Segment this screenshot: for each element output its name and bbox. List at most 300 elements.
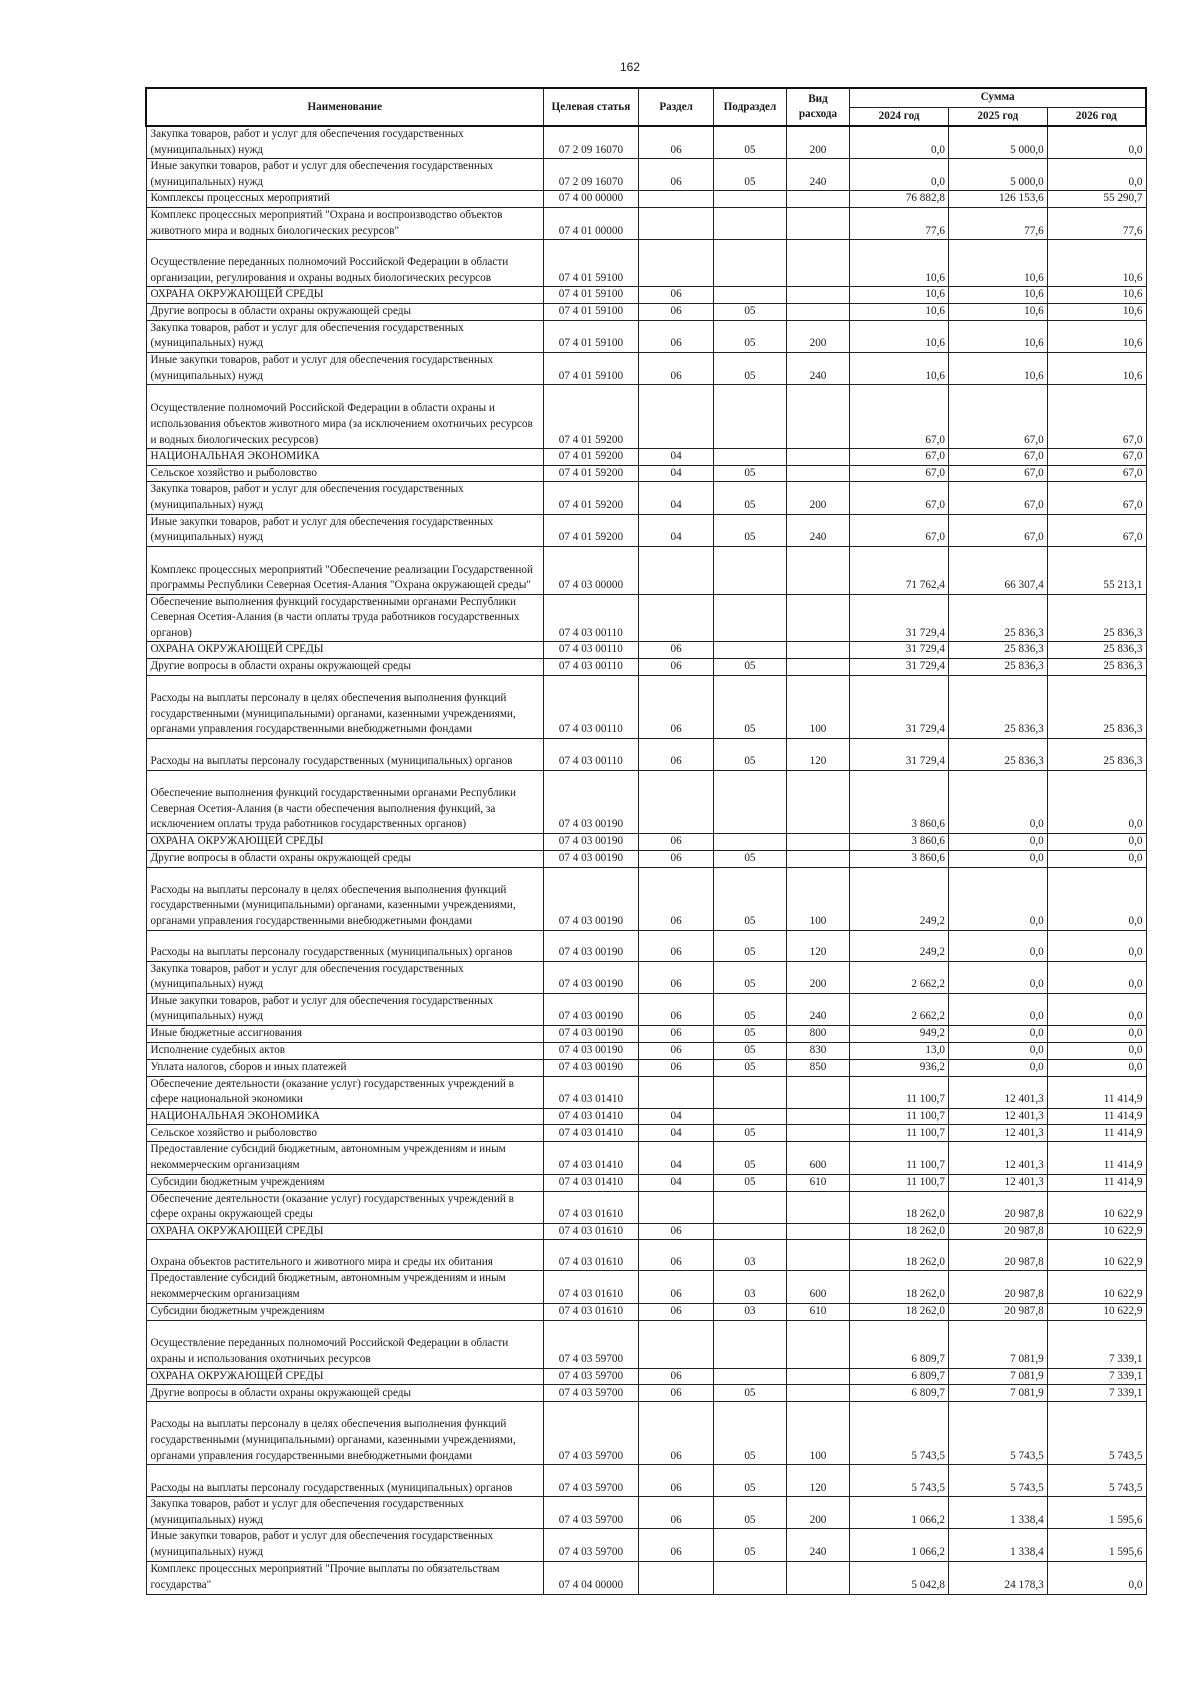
cell-2024: 18 262,0 <box>850 1191 949 1223</box>
cell-2025: 7 081,9 <box>948 1368 1047 1385</box>
cell-subsection: 05 <box>714 739 787 771</box>
cell-target: 07 4 01 59100 <box>543 352 639 384</box>
cell-subsection <box>714 1320 787 1368</box>
cell-2025: 25 836,3 <box>948 739 1047 771</box>
cell-subsection: 05 <box>714 850 787 867</box>
cell-target: 07 4 03 59700 <box>543 1368 639 1385</box>
cell-2025: 20 987,8 <box>948 1240 1047 1271</box>
cell-target: 07 4 01 00000 <box>543 207 639 239</box>
table-row <box>146 1402 1146 1465</box>
cell-2025: 7 081,9 <box>948 1385 1047 1402</box>
cell-2025: 126 153,6 <box>948 191 1047 208</box>
cell-2024: 11 100,7 <box>850 1125 949 1142</box>
cell-expense-type: 600 <box>786 1271 849 1303</box>
cell-target: 07 4 03 00190 <box>543 771 639 834</box>
cell-target: 07 4 03 00110 <box>543 594 639 642</box>
cell-expense-type <box>786 1223 849 1240</box>
table-row <box>146 546 1146 594</box>
table-row <box>146 1271 1146 1303</box>
cell-section: 04 <box>639 1125 714 1142</box>
cell-subsection <box>714 642 787 659</box>
cell-name: ОХРАНА ОКРУЖАЮЩЕЙ СРЕДЫ <box>146 1368 543 1385</box>
cell-expense-type <box>786 287 849 304</box>
table-row <box>146 1465 1146 1497</box>
cell-section: 06 <box>639 352 714 384</box>
cell-2025: 67,0 <box>948 385 1047 449</box>
cell-2025: 0,0 <box>948 993 1047 1025</box>
cell-subsection: 05 <box>714 1529 787 1561</box>
cell-name: НАЦИОНАЛЬНАЯ ЭКОНОМИКА <box>146 1108 543 1125</box>
cell-2025: 12 401,3 <box>948 1076 1047 1108</box>
table-row <box>146 126 1146 159</box>
cell-expense-type <box>786 465 849 482</box>
cell-name: Комплекс процессных мероприятий "Охрана и воспроизводство объектов животного мира и водных биологических ресурсов" <box>146 207 543 239</box>
cell-2024: 6 809,7 <box>850 1368 949 1385</box>
cell-2026: 0,0 <box>1047 867 1146 930</box>
cell-subsection <box>714 287 787 304</box>
cell-target: 07 4 03 01610 <box>543 1271 639 1303</box>
cell-name: Осуществление переданных полномочий Российской Федерации в области охраны и использования охотничьих ресурсов <box>146 1320 543 1368</box>
cell-2024: 6 809,7 <box>850 1320 949 1368</box>
cell-expense-type <box>786 303 849 320</box>
cell-2025: 10,6 <box>948 352 1047 384</box>
cell-target: 07 4 03 01610 <box>543 1240 639 1271</box>
cell-2026: 0,0 <box>1047 1043 1146 1060</box>
table-row <box>146 465 1146 482</box>
cell-target: 07 4 00 00000 <box>543 191 639 208</box>
table-row <box>146 676 1146 739</box>
cell-subsection: 05 <box>714 514 787 546</box>
cell-2026: 25 836,3 <box>1047 676 1146 739</box>
cell-expense-type: 830 <box>786 1043 849 1060</box>
cell-name: Другие вопросы в области охраны окружающей среды <box>146 1385 543 1402</box>
cell-2024: 67,0 <box>850 514 949 546</box>
cell-2024: 31 729,4 <box>850 739 949 771</box>
col-header-subsection: Подраздел <box>714 88 787 126</box>
cell-target: 07 4 03 01410 <box>543 1174 639 1191</box>
cell-2025: 20 987,8 <box>948 1303 1047 1320</box>
cell-name: Расходы на выплаты персоналу государственных (муниципальных) органов <box>146 1465 543 1497</box>
cell-name: ОХРАНА ОКРУЖАЮЩЕЙ СРЕДЫ <box>146 1223 543 1240</box>
table-row <box>146 1320 1146 1368</box>
cell-section: 06 <box>639 126 714 159</box>
cell-2024: 5 743,5 <box>850 1465 949 1497</box>
cell-section: 06 <box>639 1402 714 1465</box>
col-header-name: Наименование <box>146 88 543 126</box>
cell-section: 06 <box>639 1271 714 1303</box>
cell-2026: 7 339,1 <box>1047 1385 1146 1402</box>
cell-name: Охрана объектов растительного и животного мира и среды их обитания <box>146 1240 543 1271</box>
cell-expense-type: 240 <box>786 514 849 546</box>
cell-name: Иные закупки товаров, работ и услуг для обеспечения государственных (муниципальных) нужд <box>146 1529 543 1561</box>
cell-name: Субсидии бюджетным учреждениям <box>146 1174 543 1191</box>
cell-2024: 67,0 <box>850 449 949 466</box>
cell-2026: 25 836,3 <box>1047 594 1146 642</box>
cell-2025: 25 836,3 <box>948 676 1047 739</box>
cell-2024: 18 262,0 <box>850 1271 949 1303</box>
cell-name: Расходы на выплаты персоналу государственных (муниципальных) органов <box>146 739 543 771</box>
cell-expense-type <box>786 642 849 659</box>
cell-section: 06 <box>639 287 714 304</box>
cell-name: НАЦИОНАЛЬНАЯ ЭКОНОМИКА <box>146 449 543 466</box>
cell-name: Субсидии бюджетным учреждениям <box>146 1303 543 1320</box>
cell-name: Закупка товаров, работ и услуг для обеспечения государственных (муниципальных) нужд <box>146 1497 543 1529</box>
cell-subsection: 05 <box>714 1465 787 1497</box>
cell-name: ОХРАНА ОКРУЖАЮЩЕЙ СРЕДЫ <box>146 287 543 304</box>
table-row <box>146 1529 1146 1561</box>
table-row <box>146 191 1146 208</box>
cell-2025: 0,0 <box>948 867 1047 930</box>
cell-2025: 0,0 <box>948 930 1047 961</box>
cell-subsection: 05 <box>714 352 787 384</box>
table-row <box>146 1385 1146 1402</box>
cell-2024: 67,0 <box>850 482 949 514</box>
cell-name: ОХРАНА ОКРУЖАЮЩЕЙ СРЕДЫ <box>146 642 543 659</box>
table-row <box>146 993 1146 1025</box>
cell-expense-type <box>786 1240 849 1271</box>
cell-subsection: 05 <box>714 659 787 676</box>
cell-expense-type <box>786 771 849 834</box>
table-row <box>146 594 1146 642</box>
cell-subsection <box>714 546 787 594</box>
cell-expense-type <box>786 594 849 642</box>
cell-subsection <box>714 207 787 239</box>
cell-target: 07 4 01 59100 <box>543 240 639 287</box>
cell-subsection: 05 <box>714 126 787 159</box>
cell-2026: 10,6 <box>1047 320 1146 352</box>
cell-expense-type <box>786 207 849 239</box>
cell-2026: 10,6 <box>1047 240 1146 287</box>
cell-2025: 5 000,0 <box>948 126 1047 159</box>
cell-name: Расходы на выплаты персоналу в целях обеспечения выполнения функций государственными (муниципальными) органами, казенными учреждениями, органами управления государственными внебюджетными фондами <box>146 1402 543 1465</box>
table-row <box>146 159 1146 191</box>
cell-2024: 10,6 <box>850 303 949 320</box>
table-row <box>146 961 1146 993</box>
cell-section: 06 <box>639 1060 714 1077</box>
cell-expense-type: 610 <box>786 1174 849 1191</box>
cell-target: 07 4 03 00110 <box>543 739 639 771</box>
cell-2024: 949,2 <box>850 1026 949 1043</box>
cell-name: Иные закупки товаров, работ и услуг для обеспечения государственных (муниципальных) нужд <box>146 352 543 384</box>
cell-2026: 10 622,9 <box>1047 1240 1146 1271</box>
cell-subsection: 05 <box>714 482 787 514</box>
cell-section: 06 <box>639 642 714 659</box>
cell-expense-type <box>786 1385 849 1402</box>
cell-target: 07 4 03 00190 <box>543 1043 639 1060</box>
cell-2024: 13,0 <box>850 1043 949 1060</box>
cell-subsection <box>714 191 787 208</box>
cell-target: 07 4 03 00190 <box>543 850 639 867</box>
cell-subsection <box>714 1108 787 1125</box>
cell-2024: 1 066,2 <box>850 1529 949 1561</box>
cell-2024: 6 809,7 <box>850 1385 949 1402</box>
cell-2026: 10,6 <box>1047 287 1146 304</box>
cell-expense-type: 200 <box>786 482 849 514</box>
cell-2025: 5 000,0 <box>948 159 1047 191</box>
cell-section: 06 <box>639 1303 714 1320</box>
cell-2025: 12 401,3 <box>948 1125 1047 1142</box>
col-header-section: Раздел <box>639 88 714 126</box>
cell-2024: 11 100,7 <box>850 1076 949 1108</box>
cell-2026: 0,0 <box>1047 1060 1146 1077</box>
cell-target: 07 4 04 00000 <box>543 1561 639 1594</box>
cell-target: 07 4 03 01410 <box>543 1125 639 1142</box>
cell-name: Иные закупки товаров, работ и услуг для обеспечения государственных (муниципальных) нужд <box>146 514 543 546</box>
cell-section: 06 <box>639 1529 714 1561</box>
cell-section: 04 <box>639 1142 714 1174</box>
cell-target: 07 4 03 01610 <box>543 1191 639 1223</box>
cell-subsection: 05 <box>714 1043 787 1060</box>
cell-2025: 25 836,3 <box>948 659 1047 676</box>
cell-2024: 31 729,4 <box>850 594 949 642</box>
cell-subsection: 05 <box>714 993 787 1025</box>
cell-target: 07 4 03 00190 <box>543 1026 639 1043</box>
table-row <box>146 771 1146 834</box>
cell-target: 07 4 03 00190 <box>543 834 639 851</box>
cell-2024: 67,0 <box>850 465 949 482</box>
cell-subsection <box>714 1368 787 1385</box>
cell-expense-type: 100 <box>786 867 849 930</box>
cell-2026: 10,6 <box>1047 352 1146 384</box>
cell-expense-type: 800 <box>786 1026 849 1043</box>
cell-expense-type <box>786 659 849 676</box>
cell-target: 07 4 03 00190 <box>543 1060 639 1077</box>
cell-subsection <box>714 385 787 449</box>
cell-2025: 12 401,3 <box>948 1174 1047 1191</box>
cell-2025: 10,6 <box>948 240 1047 287</box>
cell-name: Иные бюджетные ассигнования <box>146 1026 543 1043</box>
cell-2025: 66 307,4 <box>948 546 1047 594</box>
col-header-2024: 2024 год <box>850 107 949 126</box>
cell-expense-type <box>786 191 849 208</box>
cell-section: 06 <box>639 1026 714 1043</box>
cell-2025: 67,0 <box>948 465 1047 482</box>
table-row <box>146 834 1146 851</box>
cell-2025: 1 338,4 <box>948 1497 1047 1529</box>
cell-subsection <box>714 1223 787 1240</box>
cell-section: 06 <box>639 993 714 1025</box>
cell-name: Осуществление полномочий Российской Федерации в области охраны и использования объектов животного мира (за исключением охотничьих ресурсов и водных биологических ресурсов) <box>146 385 543 449</box>
cell-2026: 1 595,6 <box>1047 1497 1146 1529</box>
cell-2026: 7 339,1 <box>1047 1320 1146 1368</box>
cell-2025: 5 743,5 <box>948 1465 1047 1497</box>
table-row <box>146 930 1146 961</box>
cell-2024: 2 662,2 <box>850 993 949 1025</box>
cell-expense-type: 200 <box>786 320 849 352</box>
cell-2024: 67,0 <box>850 385 949 449</box>
cell-section: 06 <box>639 159 714 191</box>
table-row <box>146 1108 1146 1125</box>
cell-target: 07 4 03 00000 <box>543 546 639 594</box>
cell-section: 06 <box>639 1043 714 1060</box>
cell-2026: 67,0 <box>1047 514 1146 546</box>
cell-name: Осуществление переданных полномочий Российской Федерации в области организации, регулирования и охраны водных биологических ресурсов <box>146 240 543 287</box>
cell-name: Иные закупки товаров, работ и услуг для обеспечения государственных (муниципальных) нужд <box>146 159 543 191</box>
cell-target: 07 4 03 59700 <box>543 1529 639 1561</box>
cell-section <box>639 207 714 239</box>
cell-name: Обеспечение выполнения функций государственными органами Республики Северная Осетия-Алания (в части оплаты труда работников государственных органов) <box>146 594 543 642</box>
cell-expense-type: 240 <box>786 352 849 384</box>
cell-section: 06 <box>639 1385 714 1402</box>
cell-2024: 249,2 <box>850 930 949 961</box>
cell-2024: 5 743,5 <box>850 1402 949 1465</box>
cell-expense-type <box>786 1561 849 1594</box>
cell-target: 07 4 03 01410 <box>543 1076 639 1108</box>
cell-2026: 55 213,1 <box>1047 546 1146 594</box>
cell-expense-type <box>786 385 849 449</box>
cell-2025: 0,0 <box>948 1060 1047 1077</box>
cell-2026: 25 836,3 <box>1047 642 1146 659</box>
cell-2024: 249,2 <box>850 867 949 930</box>
page-number: 162 <box>619 60 641 74</box>
cell-target: 07 4 01 59100 <box>543 287 639 304</box>
cell-2025: 0,0 <box>948 1026 1047 1043</box>
cell-subsection: 05 <box>714 1497 787 1529</box>
cell-target: 07 4 03 59700 <box>543 1402 639 1465</box>
cell-target: 07 4 03 00190 <box>543 993 639 1025</box>
cell-target: 07 4 03 01610 <box>543 1223 639 1240</box>
table-row <box>146 482 1146 514</box>
cell-2026: 67,0 <box>1047 385 1146 449</box>
table-row <box>146 385 1146 449</box>
cell-section: 06 <box>639 303 714 320</box>
cell-2026: 10 622,9 <box>1047 1271 1146 1303</box>
cell-2026: 10 622,9 <box>1047 1223 1146 1240</box>
cell-section: 06 <box>639 961 714 993</box>
table-row <box>146 352 1146 384</box>
cell-name: Расходы на выплаты персоналу государственных (муниципальных) органов <box>146 930 543 961</box>
cell-2024: 10,6 <box>850 240 949 287</box>
cell-expense-type <box>786 240 849 287</box>
cell-expense-type: 240 <box>786 159 849 191</box>
cell-target: 07 4 03 59700 <box>543 1385 639 1402</box>
cell-section: 04 <box>639 1174 714 1191</box>
cell-2024: 10,6 <box>850 320 949 352</box>
cell-2025: 25 836,3 <box>948 594 1047 642</box>
cell-expense-type: 200 <box>786 961 849 993</box>
cell-2024: 18 262,0 <box>850 1223 949 1240</box>
cell-2025: 0,0 <box>948 961 1047 993</box>
cell-2024: 2 662,2 <box>850 961 949 993</box>
cell-2026: 25 836,3 <box>1047 659 1146 676</box>
cell-section: 06 <box>639 1465 714 1497</box>
cell-expense-type: 200 <box>786 126 849 159</box>
cell-target: 07 4 03 00190 <box>543 961 639 993</box>
cell-target: 07 2 09 16070 <box>543 159 639 191</box>
cell-2026: 0,0 <box>1047 126 1146 159</box>
cell-2024: 77,6 <box>850 207 949 239</box>
cell-2025: 25 836,3 <box>948 642 1047 659</box>
cell-target: 07 4 01 59100 <box>543 303 639 320</box>
cell-expense-type <box>786 449 849 466</box>
cell-name: Уплата налогов, сборов и иных платежей <box>146 1060 543 1077</box>
cell-subsection: 05 <box>714 867 787 930</box>
table-row <box>146 514 1146 546</box>
cell-subsection: 05 <box>714 320 787 352</box>
cell-2026: 0,0 <box>1047 1026 1146 1043</box>
cell-2025: 10,6 <box>948 320 1047 352</box>
cell-2025: 20 987,8 <box>948 1223 1047 1240</box>
cell-section <box>639 240 714 287</box>
cell-2026: 55 290,7 <box>1047 191 1146 208</box>
table-row <box>146 659 1146 676</box>
cell-2026: 0,0 <box>1047 159 1146 191</box>
cell-name: Комплекс процессных мероприятий "Прочие выплаты по обязательствам государства" <box>146 1561 543 1594</box>
cell-section: 06 <box>639 320 714 352</box>
cell-section: 06 <box>639 1368 714 1385</box>
table-row <box>146 1125 1146 1142</box>
table-row <box>146 867 1146 930</box>
cell-2026: 5 743,5 <box>1047 1402 1146 1465</box>
cell-2024: 10,6 <box>850 287 949 304</box>
cell-name: Обеспечение выполнения функций государственными органами Республики Северная Осетия-Алания (в части обеспечения выполнения функций, за исключением оплаты труда работников государственных органов) <box>146 771 543 834</box>
cell-section: 06 <box>639 1497 714 1529</box>
cell-name: Другие вопросы в области охраны окружающей среды <box>146 659 543 676</box>
cell-expense-type: 200 <box>786 1497 849 1529</box>
cell-section <box>639 1561 714 1594</box>
table-header <box>146 88 1146 126</box>
cell-name: Расходы на выплаты персоналу в целях обеспечения выполнения функций государственными (муниципальными) органами, казенными учреждениями, органами управления государственными внебюджетными фондами <box>146 867 543 930</box>
table-row <box>146 1240 1146 1271</box>
cell-2026: 0,0 <box>1047 771 1146 834</box>
cell-target: 07 4 03 00110 <box>543 659 639 676</box>
cell-target: 07 4 03 59700 <box>543 1320 639 1368</box>
cell-section: 06 <box>639 1240 714 1271</box>
cell-2026: 67,0 <box>1047 482 1146 514</box>
cell-section: 06 <box>639 850 714 867</box>
cell-section: 06 <box>639 659 714 676</box>
cell-2025: 24 178,3 <box>948 1561 1047 1594</box>
cell-2025: 5 743,5 <box>948 1402 1047 1465</box>
cell-target: 07 4 03 00110 <box>543 642 639 659</box>
cell-name: Обеспечение деятельности (оказание услуг) государственных учреждений в сфере национальной экономики <box>146 1076 543 1108</box>
cell-section <box>639 546 714 594</box>
cell-section: 06 <box>639 930 714 961</box>
cell-2024: 5 042,8 <box>850 1561 949 1594</box>
table-row <box>146 1303 1146 1320</box>
cell-target: 07 4 03 01410 <box>543 1142 639 1174</box>
cell-subsection <box>714 1191 787 1223</box>
cell-expense-type <box>786 1076 849 1108</box>
cell-name: Предоставление субсидий бюджетным, автономным учреждениям и иным некоммерческим организациям <box>146 1142 543 1174</box>
table-row <box>146 642 1146 659</box>
cell-name: Другие вопросы в области охраны окружающей среды <box>146 303 543 320</box>
cell-section: 04 <box>639 482 714 514</box>
table-row <box>146 240 1146 287</box>
cell-subsection <box>714 771 787 834</box>
cell-name: Комплекс процессных мероприятий "Обеспечение реализации Государственной программы Республики Северная Осетия-Алания "Охрана окружающей среды" <box>146 546 543 594</box>
cell-subsection: 05 <box>714 676 787 739</box>
cell-expense-type: 100 <box>786 676 849 739</box>
table-row <box>146 1191 1146 1223</box>
table-row <box>146 1026 1146 1043</box>
col-header-2026: 2026 год <box>1047 107 1146 126</box>
cell-2025: 12 401,3 <box>948 1142 1047 1174</box>
cell-subsection: 05 <box>714 465 787 482</box>
cell-2026: 0,0 <box>1047 850 1146 867</box>
table-row <box>146 1076 1146 1108</box>
cell-expense-type <box>786 834 849 851</box>
cell-2025: 0,0 <box>948 850 1047 867</box>
cell-subsection: 05 <box>714 1060 787 1077</box>
cell-2026: 67,0 <box>1047 449 1146 466</box>
cell-2026: 0,0 <box>1047 961 1146 993</box>
cell-target: 07 4 01 59200 <box>543 449 639 466</box>
table-row <box>146 1142 1146 1174</box>
cell-target: 07 4 03 00190 <box>543 930 639 961</box>
cell-2025: 12 401,3 <box>948 1108 1047 1125</box>
cell-2026: 0,0 <box>1047 993 1146 1025</box>
